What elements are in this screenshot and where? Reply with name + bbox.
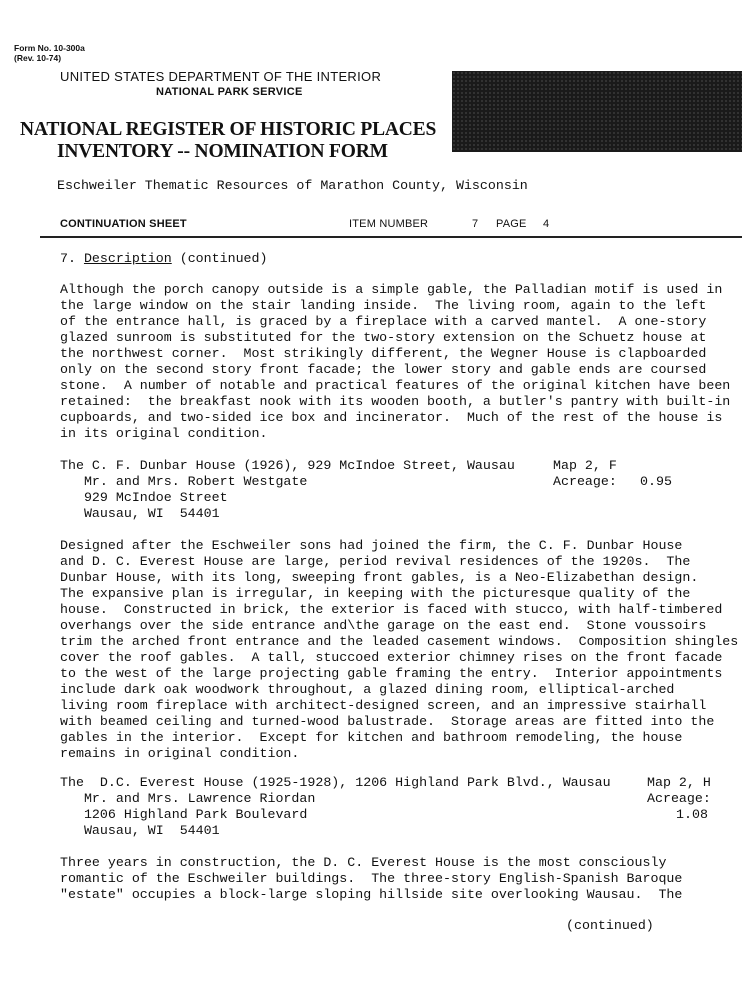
- text-line: include dark oak woodwork throughout, a glazed dining room, elliptical-arched: [60, 682, 675, 697]
- text-line: overhangs over the side entrance and\the garage on the east end. Stone voussoirs: [60, 618, 707, 633]
- page-number-value: 4: [543, 218, 550, 230]
- text-line: to the west of the large projecting gable framing the entry. Interior appointments: [60, 666, 723, 681]
- form-revision: (Rev. 10-74): [14, 53, 62, 63]
- text-line: Although the porch canopy outside is a simple gable, the Palladian motif is used in: [60, 282, 723, 297]
- text-line: stone. A number of notable and practical features of the original kitchen have been: [60, 378, 731, 393]
- text-line: with beamed ceiling and turned-wood balustrade. Storage areas are fitted into the: [60, 714, 715, 729]
- text-line: of the entrance hall, is graced by a fireplace with a carved mantel. A one-story: [60, 314, 707, 329]
- item-number-label: ITEM NUMBER: [349, 218, 429, 230]
- redacted-stamp-box: [452, 71, 742, 152]
- acreage-value: 0.95: [640, 474, 672, 489]
- map-reference: Map 2, H: [647, 775, 711, 790]
- text-line: gables in the interior. Except for kitchen and bathroom remodeling, the house: [60, 730, 683, 745]
- text-line: "estate" occupies a block-large sloping hillside site overlooking Wausau. The: [60, 887, 683, 902]
- text-line: remains in original condition.: [60, 746, 300, 761]
- continued-note: (continued): [566, 918, 654, 933]
- text-line: trim the arched front entrance and the leaded casement windows. Composition shingles: [60, 634, 739, 649]
- page-label: PAGE: [496, 218, 527, 230]
- section-title: Description: [83, 251, 172, 266]
- form-number: Form No. 10-300a: [14, 43, 85, 53]
- form-title-line2: INVENTORY -- NOMINATION FORM: [57, 141, 388, 162]
- text-line: Dunbar House, with its long, sweeping front gables, is a Neo-Elizabethan design.: [60, 570, 699, 585]
- entry-line: The D.C. Everest House (1925-1928), 1206 Highland Park Blvd., Wausau: [60, 775, 611, 790]
- text-line: cover the roof gables. A tall, stuccoed exterior chimney rises on the front facade: [60, 650, 723, 665]
- entry-line: Mr. and Mrs. Robert Westgate: [60, 474, 308, 489]
- text-line: The expansive plan is irregular, in keeping with the picturesque quality of the: [60, 586, 691, 601]
- text-line: cupboards, and two-sided ice box and incinerator. Much of the rest of the house is: [60, 410, 723, 425]
- form-title-line1: NATIONAL REGISTER OF HISTORIC PLACES: [20, 119, 437, 140]
- section-heading: [60, 251, 268, 267]
- text-line: Designed after the Eschweiler sons had joined the firm, the C. F. Dunbar House: [60, 538, 683, 553]
- entry-line: 929 McIndoe Street: [60, 490, 228, 505]
- text-line: romantic of the Eschweiler buildings. The three-story English-Spanish Baroque: [60, 871, 683, 886]
- continuation-sheet-label: CONTINUATION SHEET: [60, 218, 187, 230]
- text-line: the large window on the stair landing inside. The living room, again to the left: [60, 298, 707, 313]
- text-line: house. Constructed in brick, the exterior is faced with stucco, with half-timbered: [60, 602, 723, 617]
- acreage-label: Acreage:: [553, 474, 617, 489]
- text-line: in its original condition.: [60, 426, 268, 441]
- text-line: the northwest corner. Most strikingly different, the Wegner House is clapboarded: [60, 346, 707, 361]
- acreage-value: 1.08: [676, 807, 708, 822]
- text-line: retained: the breakfast nook with its wooden booth, a butler's pantry with built-in: [60, 394, 731, 409]
- text-line: and D. C. Everest House are large, period revival residences of the 1920s. The: [60, 554, 691, 569]
- section-title-suffix: (continued): [179, 251, 268, 266]
- text-line: living room fireplace with architect-designed screen, and an impressive stairhall: [60, 698, 707, 713]
- entry-line: Wausau, WI 54401: [60, 506, 220, 521]
- map-reference: Map 2, F: [553, 458, 617, 473]
- entry-line: 1206 Highland Park Boulevard: [60, 807, 308, 822]
- entry-line: Mr. and Mrs. Lawrence Riordan: [60, 791, 316, 806]
- text-line: Three years in construction, the D. C. Everest House is the most consciously: [60, 855, 667, 870]
- entry-line: The C. F. Dunbar House (1926), 929 McIndoe Street, Wausau: [60, 458, 515, 473]
- acreage-label: Acreage:: [647, 791, 711, 806]
- section-number: 7.: [60, 251, 76, 266]
- text-line: only on the second story front facade; the lower story and gable ends are coursed: [60, 362, 707, 377]
- text-line: glazed sunroom is substituted for the two-story extension on the Schuetz house at: [60, 330, 707, 345]
- header-rule: [40, 236, 742, 238]
- department-name: UNITED STATES DEPARTMENT OF THE INTERIOR: [60, 69, 382, 84]
- item-number-value: 7: [472, 218, 479, 230]
- entry-line: Wausau, WI 54401: [60, 823, 220, 838]
- nomination-subject: Eschweiler Thematic Resources of Marathon County, Wisconsin: [57, 178, 528, 193]
- service-name: NATIONAL PARK SERVICE: [156, 86, 303, 98]
